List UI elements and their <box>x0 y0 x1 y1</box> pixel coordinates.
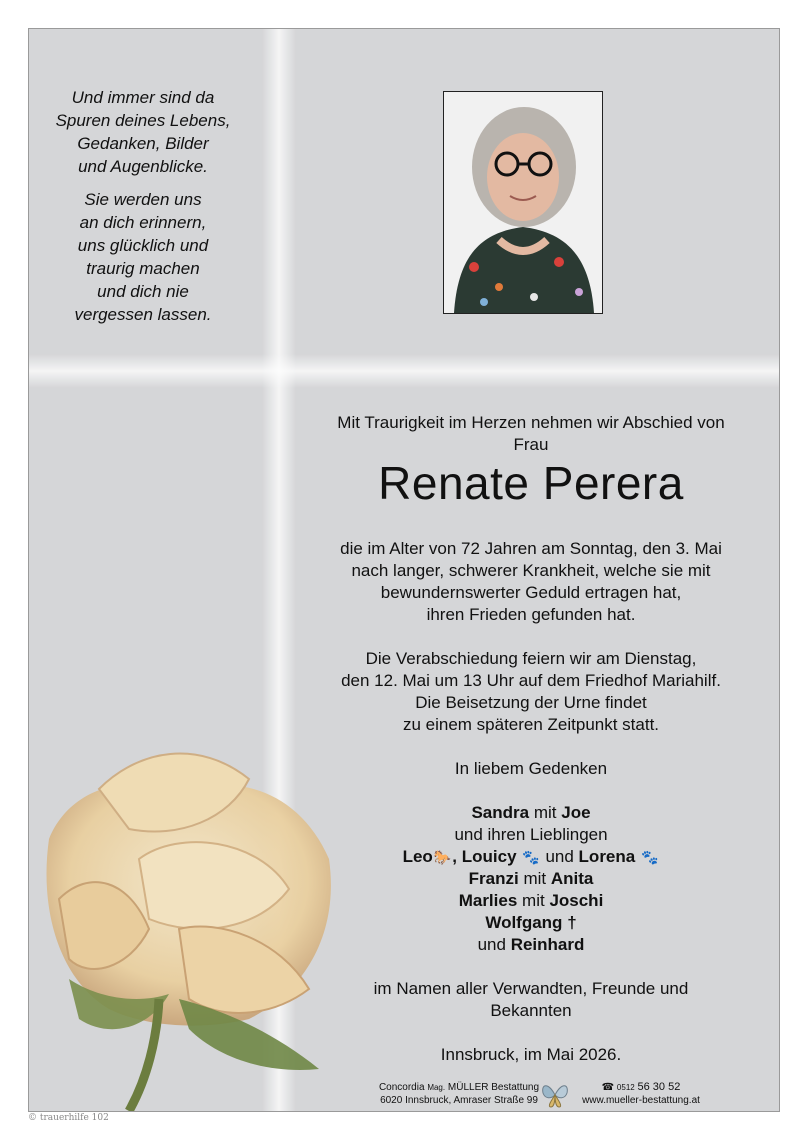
signer-name: Anita <box>550 869 594 888</box>
details-line: bewundernswerter Geduld ertragen hat, <box>380 583 682 602</box>
remembrance: In liebem Gedenken <box>454 759 608 778</box>
ceremony-line: zu einem späteren Zeitpunkt statt. <box>402 715 660 734</box>
poem-line: an dich erinnern, <box>79 213 207 232</box>
poem-line: Spuren deines Lebens, <box>55 111 231 130</box>
closing-line: im Namen aller Verwandten, Freunde und <box>373 979 689 998</box>
signer-name: Wolfgang <box>485 913 563 932</box>
phone-number: 56 30 52 <box>637 1081 681 1093</box>
footer-contact <box>581 1081 701 1107</box>
poem-line: traurig machen <box>86 259 200 278</box>
signer-row <box>301 802 761 824</box>
copyright: © trauerhilfe 102 <box>28 1113 109 1123</box>
phone-icon: ☎ <box>601 1082 615 1093</box>
intro-line: Frau <box>513 435 549 454</box>
signer-name: Louicy <box>461 847 517 866</box>
connector-text: mit <box>523 869 547 888</box>
signer-row: und ihren Lieblingen <box>454 825 608 844</box>
signer-name: Franzi <box>468 869 519 888</box>
cross-icon: † <box>567 913 577 932</box>
signer-name: Sandra <box>471 803 530 822</box>
portrait-photo <box>443 91 603 314</box>
poem-line: und Augenblicke. <box>78 157 208 176</box>
poem-line: Sie werden uns <box>84 190 202 209</box>
signer-row <box>301 912 761 934</box>
signers <box>301 802 761 956</box>
details-line: die im Alter von 72 Jahren am Sonntag, den 3. Mai <box>340 539 722 558</box>
ceremony <box>301 648 761 736</box>
ceremony-line: den 12. Mai um 13 Uhr auf dem Friedhof Mariahilf. <box>341 671 721 690</box>
connector-text: und <box>545 847 574 866</box>
signer-row <box>301 934 761 956</box>
footer-company <box>369 1081 549 1107</box>
signer-name: Leo <box>402 847 433 866</box>
ceremony-line: Die Beisetzung der Urne findet <box>415 693 647 712</box>
signer-row <box>301 868 761 890</box>
poem-line: Und immer sind da <box>71 88 215 107</box>
company-name: MÜLLER Bestattung <box>447 1082 540 1093</box>
intro-line: Mit Traurigkeit im Herzen nehmen wir Abschied von <box>337 413 725 432</box>
portrait-illustration <box>444 92 602 313</box>
closing-line: Bekannten <box>490 1001 572 1020</box>
rose-illustration <box>29 729 341 1111</box>
signer-name: Joschi <box>549 891 604 910</box>
footer-website[interactable]: www.mueller-bestattung.at <box>582 1095 700 1106</box>
signer-name: Lorena <box>578 847 636 866</box>
footer-address: 6020 Innsbruck, Amraser Straße 99 <box>380 1095 538 1106</box>
details-line: nach langer, schwerer Krankheit, welche sie mit <box>351 561 711 580</box>
horse-icon: 🐎 <box>433 849 452 865</box>
comma: , <box>452 847 457 866</box>
signer-name: Joe <box>561 803 591 822</box>
footer-phone <box>581 1081 701 1094</box>
poem-stanza-1 <box>29 86 257 178</box>
intro <box>301 412 761 456</box>
poem-line: und dich nie <box>97 282 189 301</box>
signer-name: Marlies <box>458 891 518 910</box>
cross-horizontal-beam <box>29 354 779 388</box>
closing <box>301 978 761 1022</box>
paw-icon: 🐾 <box>522 849 540 865</box>
signer-row <box>301 846 761 868</box>
company-prefix: Concordia <box>378 1082 425 1093</box>
poem-line: Gedanken, Bilder <box>77 134 209 153</box>
phone-prefix: 0512 <box>616 1083 635 1092</box>
poem-line: uns glücklich und <box>77 236 209 255</box>
ceremony-line: Die Verabschiedung feiern wir am Dienstag, <box>365 649 697 668</box>
paw-icon: 🐾 <box>640 849 659 865</box>
place-date: Innsbruck, im Mai 2026. <box>440 1045 622 1064</box>
poem-stanza-2 <box>29 188 257 326</box>
details-line: ihren Frieden gefunden hat. <box>426 605 636 624</box>
connector-text: mit <box>533 803 557 822</box>
poem-line: vergessen lassen. <box>74 305 212 324</box>
signer-name: Reinhard <box>510 935 585 954</box>
obituary-card <box>28 28 780 1112</box>
details <box>301 538 761 626</box>
announcement <box>301 412 761 1066</box>
company-title: Mag. <box>427 1083 446 1092</box>
connector-text: und <box>477 935 506 954</box>
butterfly-icon <box>539 1081 571 1109</box>
footer-company-line <box>369 1081 549 1094</box>
signer-row <box>301 890 761 912</box>
connector-text: mit <box>522 891 545 910</box>
poem <box>29 86 257 336</box>
deceased-name: Renate Perera <box>378 457 684 509</box>
